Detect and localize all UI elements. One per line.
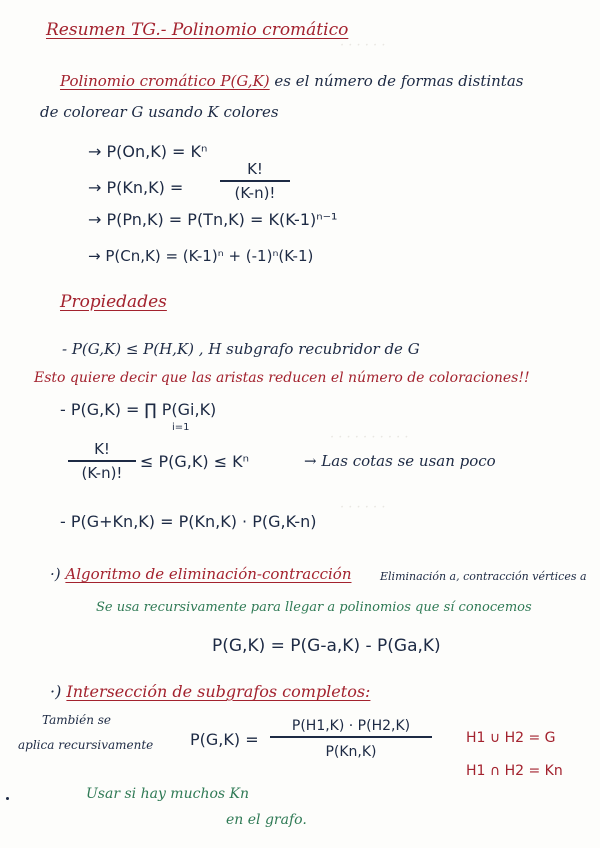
intersection-fraction-bar: [270, 736, 432, 738]
intersection-numerator: P(H1,K) · P(H2,K): [291, 718, 411, 734]
formula-empty-graph: → P(On,K) = Kⁿ: [88, 142, 208, 161]
bounds-note: → Las cotas se usan poco: [304, 452, 496, 470]
intersection-heading: Intersección de subgrafos completos:: [66, 682, 371, 701]
definition-rest: es el número de formas distintas: [269, 72, 524, 90]
intersection-denominator: P(Kn,K): [325, 743, 377, 760]
definition-line-1: [60, 72, 523, 90]
intersection-side-line-2: aplica recursivamente: [18, 738, 154, 752]
notes-page: · · · · · · · · · · · · · · · · · · · · · · Resumen TG.- Polinomio cromático Polinomio cromático P(G,K) es el número de formas distintas de colorear G usando K colores → P(On,K) = Kⁿ → P(Kn,K) = K! (K-n)! → P(Pn,K) = P(Tn,K) = K(K-1)ⁿ⁻¹ → P(Cn,K) = (K-1)ⁿ + (-1)ⁿ(K-1) Propiedades - P(G,K) ≤ P(H,K) , H subgrafo recubridor de G Esto quiere decir que las aristas reducen el número de coloraciones!! - P(G,K) = ∏ P(Gi,K) i=1 K! (K-n)! ≤ P(G,K) ≤ Kⁿ → Las cotas se usan poco - P(G+Kn,K) = P(Kn,K) · P(G,K-n) ·) Algoritmo de eliminación-contracción Eliminación a, contracción vértices a Se usa recursivamente para llegar a polinomios que sí conocemos P(G,K) = P(G-a,K) - P(Ga,K) ·) Intersección de subgrafos completos: También se aplica recursivamente P(G,K) = P(H1,K) · P(H2,K) P(Kn,K) H1 ∪ H2 = G H1 ∩ H2 = Kn Usar si hay muchos Kn en el grafo.: [0, 0, 600, 848]
formula-complete-graph-lhs: → P(Kn,K) =: [88, 178, 184, 197]
algorithm-formula: P(G,K) = P(G-a,K) - P(Ga,K): [212, 636, 441, 656]
properties-heading: Propiedades: [60, 292, 167, 312]
intersection-note-line-2: en el grafo.: [226, 812, 307, 828]
algorithm-side-note: Eliminación a, contracción vértices a: [380, 570, 587, 583]
property-join: - P(G+Kn,K) = P(Kn,K) · P(G,K-n): [60, 512, 317, 531]
formula-path-tree: → P(Pn,K) = P(Tn,K) = K(K-1)ⁿ⁻¹: [88, 210, 338, 229]
bullet: ·): [50, 682, 67, 701]
definition-term: Polinomio cromático P(G,K): [60, 72, 270, 90]
bounds-fraction: [68, 440, 136, 482]
fraction-denominator: (K-n)!: [234, 183, 276, 202]
property-subgraph-note: Esto quiere decir que las aristas reducen el número de coloraciones!!: [34, 370, 530, 386]
fraction-numerator: K!: [247, 160, 263, 178]
definition-line-2: de colorear G usando K colores: [40, 103, 279, 121]
bounds-numerator: K!: [94, 440, 110, 458]
algorithm-heading-line: [50, 565, 352, 583]
intersection-heading-line: [50, 682, 370, 701]
formula-complete-graph-fraction: [220, 160, 290, 202]
intersection-condition-intersection: H1 ∩ H2 = Kn: [466, 763, 563, 779]
ink-dot: [6, 797, 9, 800]
algorithm-heading: Algoritmo de eliminación-contracción: [65, 565, 352, 583]
intersection-note-line-1: Usar si hay muchos Kn: [86, 786, 249, 802]
bullet: ·): [50, 565, 66, 583]
bounds-fraction-bar: [68, 460, 136, 462]
bounds-denominator: (K-n)!: [81, 463, 123, 482]
page-title: Resumen TG.- Polinomio cromático: [46, 20, 349, 40]
algorithm-note: Se usa recursivamente para llegar a polinomios que sí conocemos: [96, 600, 532, 615]
property-product-index: i=1: [172, 422, 190, 433]
intersection-lhs: P(G,K) =: [190, 730, 259, 749]
property-subgraph: - P(G,K) ≤ P(H,K) , H subgrafo recubridor de G: [62, 340, 420, 358]
bounds-inequality: ≤ P(G,K) ≤ Kⁿ: [140, 452, 250, 471]
intersection-condition-union: H1 ∪ H2 = G: [466, 730, 556, 746]
intersection-side-line-1: También se: [42, 713, 112, 727]
fraction-bar: [220, 180, 290, 182]
property-product: - P(G,K) = ∏ P(Gi,K): [60, 400, 217, 419]
formula-cycle: → P(Cn,K) = (K-1)ⁿ + (-1)ⁿ(K-1): [88, 247, 314, 265]
intersection-fraction: [270, 718, 432, 760]
